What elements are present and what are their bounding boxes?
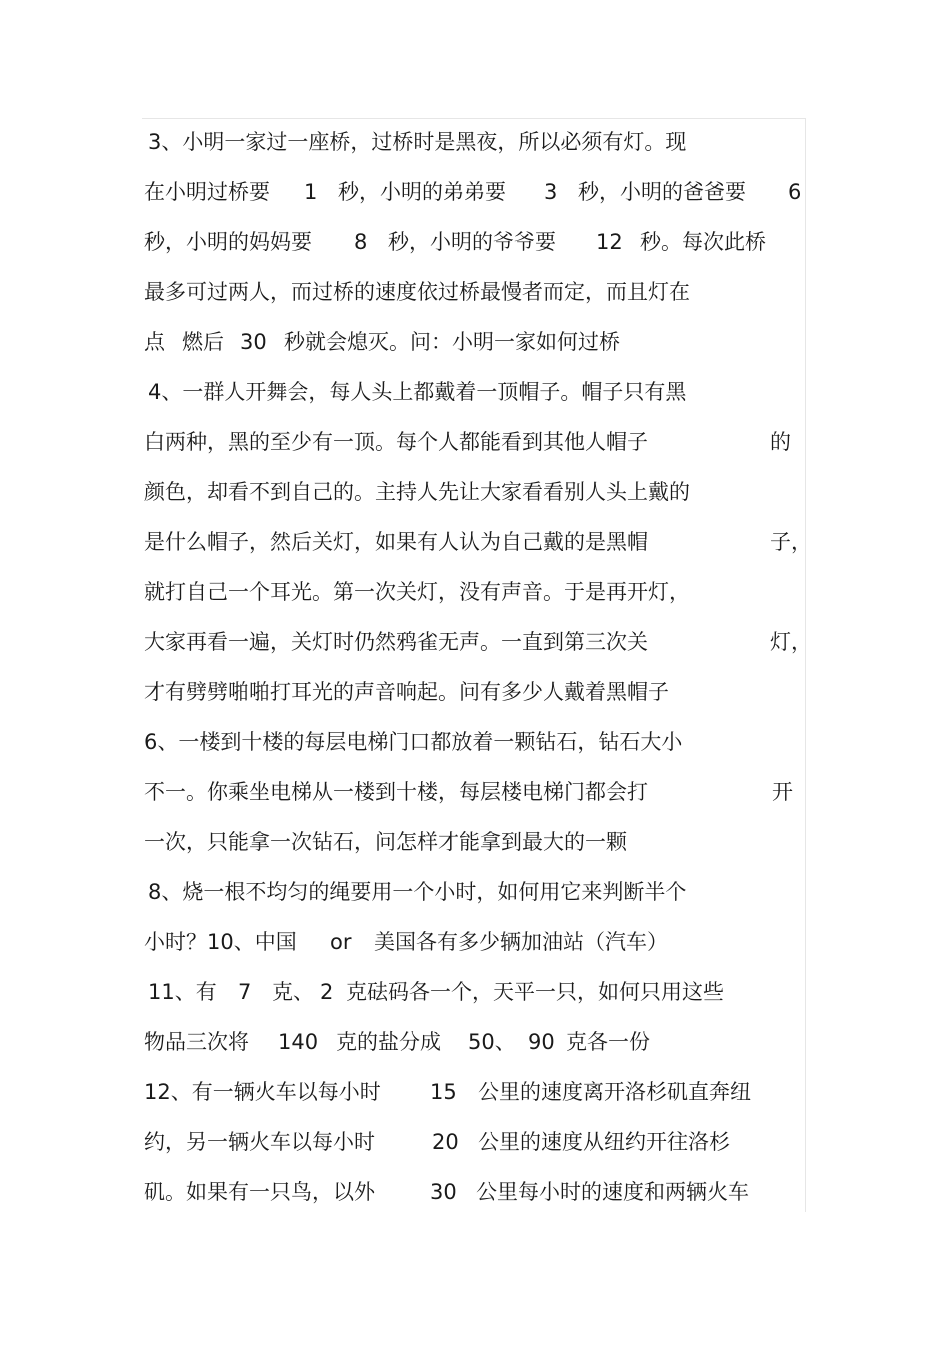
text-segment: 秒，小明的弟弟要	[338, 180, 506, 204]
text-segment: 灯，	[770, 630, 812, 654]
text-segment: 1	[304, 180, 318, 204]
text-segment: 公里每小时的速度和两辆火车	[476, 1180, 749, 1204]
text-segment: 克各一份	[566, 1030, 650, 1054]
text-segment: 最多可过两人，而过桥的速度依过桥最慢者而定，而且灯在	[144, 280, 690, 304]
text-line	[144, 377, 806, 407]
text-segment: 点	[144, 330, 165, 354]
text-segment: 11、有	[148, 980, 217, 1004]
text-segment: 开	[772, 780, 793, 804]
text-segment: 美国各有多少辆加油站（汽车）	[374, 930, 668, 954]
text-segment: 6	[788, 180, 802, 204]
text-segment: 15	[430, 1080, 457, 1104]
text-segment: 颜色，却看不到自己的。主持人先让大家看看别人头上戴的	[144, 480, 690, 504]
text-line	[144, 577, 806, 607]
text-segment: 秒，小明的爷爷要	[388, 230, 556, 254]
text-line	[144, 1027, 806, 1057]
text-segment: 的	[770, 430, 791, 454]
text-segment: 6、一楼到十楼的每层电梯门口都放着一颗钻石，钻石大小	[144, 730, 683, 754]
text-segment: 小时？10、中国	[144, 930, 297, 954]
text-segment: 8	[354, 230, 368, 254]
text-segment: 20	[432, 1130, 459, 1154]
text-segment: 在小明过桥要	[144, 180, 270, 204]
text-line	[144, 277, 806, 307]
text-segment: or	[330, 930, 352, 954]
text-line	[144, 777, 806, 807]
text-segment: 物品三次将	[144, 1030, 249, 1054]
text-segment: 3、小明一家过一座桥，过桥时是黑夜，所以必须有灯。现	[148, 130, 687, 154]
text-line	[144, 1127, 806, 1157]
text-segment: 就打自己一个耳光。第一次关灯，没有声音。于是再开灯，	[144, 580, 690, 604]
text-segment: 7	[238, 980, 252, 1004]
text-line	[144, 127, 806, 157]
text-line	[144, 227, 806, 257]
text-line	[144, 427, 806, 457]
text-segment: 秒。每次此桥	[640, 230, 766, 254]
text-segment: 一次，只能拿一次钻石，问怎样才能拿到最大的一颗	[144, 830, 627, 854]
text-segment: 矶。如果有一只鸟，以外	[144, 1180, 375, 1204]
text-segment: 公里的速度从纽约开往洛杉	[478, 1130, 730, 1154]
text-line	[144, 327, 806, 357]
text-line	[144, 177, 806, 207]
text-segment: 30	[240, 330, 267, 354]
text-segment: 12	[596, 230, 623, 254]
text-segment: 秒就会熄灭。问：小明一家如何过桥	[284, 330, 620, 354]
text-line	[144, 677, 806, 707]
text-segment: 30	[430, 1180, 457, 1204]
text-segment: 2	[320, 980, 334, 1004]
text-line	[144, 927, 806, 957]
text-line	[144, 1177, 806, 1207]
text-segment: 克的盐分成	[336, 1030, 441, 1054]
text-segment: 3	[544, 180, 558, 204]
text-segment: 公里的速度离开洛杉矶直奔纽	[478, 1080, 751, 1104]
text-segment: 4、一群人开舞会，每人头上都戴着一顶帽子。帽子只有黑	[148, 380, 687, 404]
text-line	[144, 527, 812, 557]
text-segment: 才有劈劈啪啪打耳光的声音响起。问有多少人戴着黑帽子	[144, 680, 669, 704]
text-line	[144, 477, 806, 507]
text-segment: 白两种，黑的至少有一顶。每个人都能看到其他人帽子	[144, 430, 648, 454]
text-segment: 90	[528, 1030, 555, 1054]
text-segment: 约，另一辆火车以每小时	[144, 1130, 375, 1154]
text-segment: 克、	[272, 980, 314, 1004]
text-line	[144, 877, 806, 907]
text-segment: 50、	[468, 1030, 516, 1054]
text-segment: 秒，小明的爸爸要	[578, 180, 746, 204]
text-segment: 是什么帽子，然后关灯，如果有人认为自己戴的是黑帽	[144, 530, 648, 554]
text-segment: 140	[278, 1030, 319, 1054]
text-segment: 不一。你乘坐电梯从一楼到十楼，每层楼电梯门都会打	[144, 780, 648, 804]
text-segment: 克砝码各一个，天平一只，如何只用这些	[346, 980, 724, 1004]
text-segment: 8、烧一根不均匀的绳要用一个小时，如何用它来判断半个	[148, 880, 687, 904]
text-segment: 12、有一辆火车以每小时	[144, 1080, 381, 1104]
text-line	[144, 727, 806, 757]
text-line	[144, 1077, 806, 1107]
text-segment: 秒，小明的妈妈要	[144, 230, 312, 254]
text-line	[144, 627, 812, 657]
text-segment: 子，	[770, 530, 812, 554]
text-segment: 燃后	[182, 330, 224, 354]
text-line	[144, 977, 806, 1007]
text-segment: 大家再看一遍，关灯时仍然鸦雀无声。一直到第三次关	[144, 630, 648, 654]
text-line	[144, 827, 806, 857]
